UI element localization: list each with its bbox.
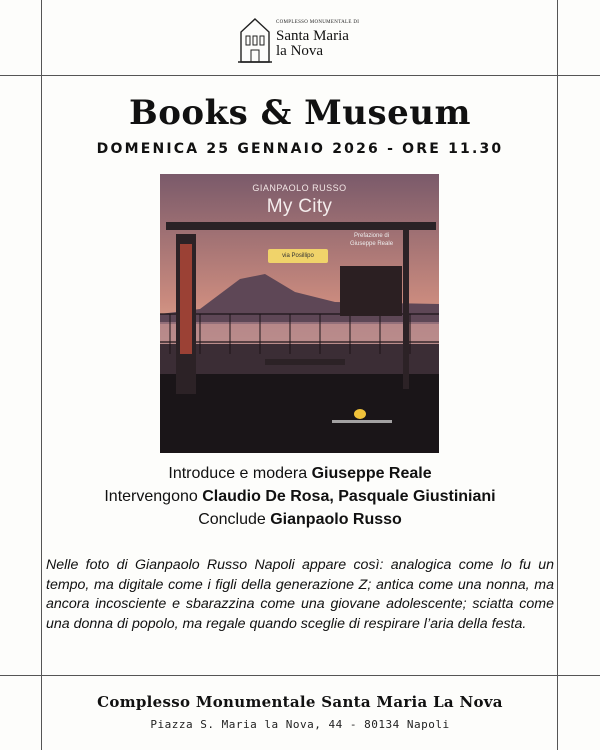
venue-name: Complesso Monumentale Santa Maria La Nova xyxy=(97,693,503,711)
cover-street-sign: via Posillipo xyxy=(268,249,328,263)
logo-name xyxy=(276,29,349,59)
cover-author: GIANPAOLO RUSSO xyxy=(252,183,347,193)
credit-names: Claudio De Rosa, Pasquale Giustiniani xyxy=(202,488,496,505)
cover-title: My City xyxy=(266,196,333,217)
event-date: DOMENICA 25 GENNAIO 2026 - ORE 11.30 xyxy=(96,141,504,157)
credit-names: Giuseppe Reale xyxy=(311,465,432,482)
logo-line-2: la Nova xyxy=(276,43,324,59)
logo-line-1: Santa Maria xyxy=(276,28,349,44)
cover-preface-line-2: Giuseppe Reale xyxy=(350,241,394,247)
logo-subtitle: COMPLESSO MONUMENTALE DI xyxy=(276,20,360,25)
venue-address: Piazza S. Maria la Nova, 44 - 80134 Napoli xyxy=(150,718,450,731)
credit-names: Gianpaolo Russo xyxy=(270,511,402,528)
museum-logo xyxy=(238,16,378,68)
event-description: Nelle foto di Gianpaolo Russo Napoli appare così: analogica come lo fu un tempo, ma digitale come i figli della generazione Z; antica come una nonna, ma ancora incosciente e sbarazzina come una giovane adolescente; sciatta come una donna di popolo, ma regale quando sceglie di respirare l’aria della festa. xyxy=(46,557,554,632)
credit-role: Conclude xyxy=(198,511,271,528)
top-divider xyxy=(0,75,600,76)
cover-preface-line-1: Prefazione di xyxy=(354,233,390,239)
credit-role: Intervengono xyxy=(104,488,203,505)
cover-preface xyxy=(350,232,393,248)
event-title: Books & Museum xyxy=(129,93,471,133)
church-icon xyxy=(238,16,272,66)
credit-line xyxy=(0,508,600,531)
credit-line xyxy=(0,462,600,485)
bottom-divider xyxy=(0,675,600,676)
credit-line xyxy=(0,485,600,508)
credit-role: Introduce e modera xyxy=(168,465,312,482)
book-cover-image xyxy=(160,174,439,453)
speakers-list xyxy=(0,462,600,531)
